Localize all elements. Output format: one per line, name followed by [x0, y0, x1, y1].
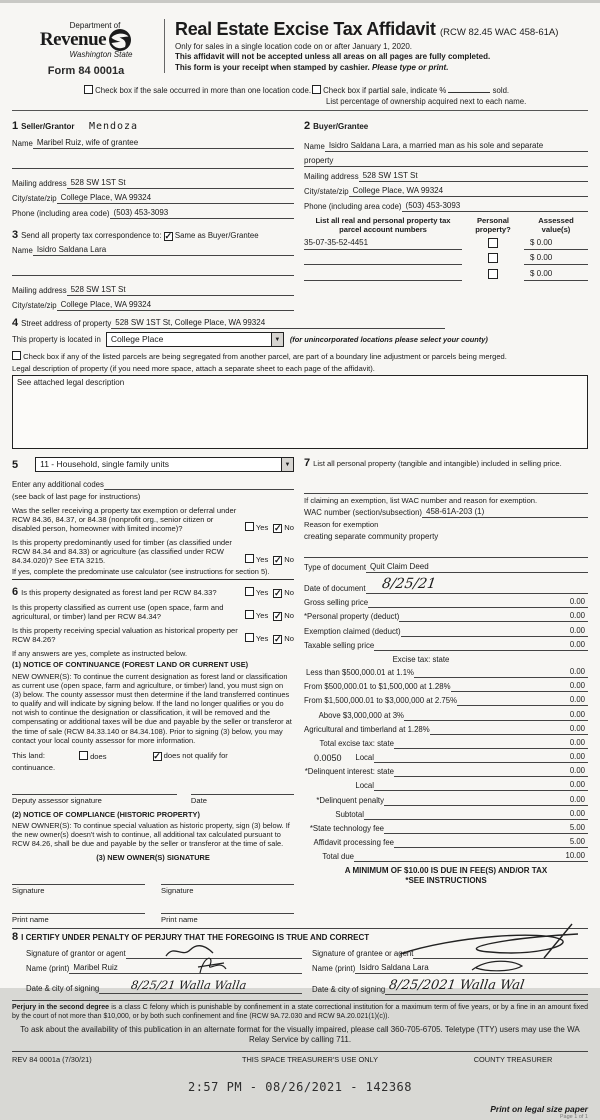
timber-question: Is this property predominantly used for timber (as classified under RCW 84.34 and 84.33) or agriculture (as classified under RCW 84.34.020)? See ETA 3215. [12, 538, 232, 565]
parcel-number-field[interactable]: 35-07-35-52-4451 [304, 238, 462, 250]
chevron-down-icon[interactable]: ▼ [271, 333, 283, 346]
no-checkbox[interactable]: ✓ [274, 523, 282, 533]
current-use-question: Is this property classified as current use (open space, farm and agricultural, or timber) land per RCW 84.34? [12, 603, 224, 622]
alternate-format-note: To ask about the availability of this publication in an alternate format for the visually impaired, please call 360-705-6705. Teletype (TTY) users may use the WA Relay Service by calling 711. [20, 1024, 580, 1044]
seller-exemption-question: Was the seller receiving a property tax exemption or deferral under RCW 84.36, 84.37, or 84.38 (nonprofit org., senior citizen or disabled person, homeowner with limited income)? [12, 506, 237, 533]
correspondence-mailing-field[interactable]: 528 SW 1ST St [67, 285, 294, 296]
fee-value[interactable]: 0.00 [507, 780, 588, 791]
top-options: Check box if the sale occurred in more than one location code. Check box if partial sale, indicate % sold. List percentage of ownership acquired next to each name. [84, 85, 588, 106]
notice-compliance-text: NEW OWNER(S): To continue special valuation as historic property, sign (3) below. If the new owner(s) doesn't wish to continue, all additional tax calculated pursuant to RCW 84.26, shall be due and payable by the seller or transferor at the time of sale. [12, 821, 290, 849]
section3-header: 3 Send all property tax correspondence to: ✓ Same as Buyer/Grantee [12, 229, 259, 241]
assessed-value-field[interactable]: $ 0.00 [524, 253, 588, 265]
new-owner-signature-field[interactable] [12, 874, 145, 885]
does-not-checkbox[interactable]: ✓ [153, 750, 161, 761]
new-owner-print-name-field[interactable] [12, 903, 145, 914]
rcw-reference: (RCW 82.45 WAC 458-61A) [439, 27, 559, 38]
grantor-date-city-field[interactable]: 8/25/21 Walla Walla [99, 978, 302, 994]
new-owner-signature-field[interactable] [161, 874, 294, 885]
seller-name2-field[interactable] [12, 158, 294, 169]
fee-value[interactable]: 0.00 [507, 809, 588, 820]
personal-property-checkbox[interactable] [488, 269, 498, 279]
county-dropdown[interactable]: College Place ▼ [106, 332, 284, 347]
personal-property-lead: List all personal property (tangible and intangible) included in selling price. [313, 459, 562, 468]
if-yes-note: If yes, complete the predominate use calculator (see instructions for section 5). [12, 567, 294, 580]
fee-value[interactable]: 0.00 [507, 752, 588, 763]
partial-sale-checkbox[interactable] [312, 85, 321, 94]
segregated-label: Check box if any of the listed parcels are being segregated from another parcel, are part of a boundary line adjustment or parcels being merged. [23, 352, 507, 361]
yes-checkbox[interactable] [245, 522, 254, 531]
assessed-value-field[interactable]: $ 0.00 [524, 269, 588, 281]
document-type-field[interactable]: Quit Claim Deed [366, 562, 588, 573]
no-checkbox[interactable]: ✓ [274, 611, 282, 622]
land-use-code-dropdown[interactable]: 11 - Household, single family units ▼ [35, 457, 294, 472]
yes-checkbox[interactable] [245, 554, 254, 563]
parcel-number-field[interactable] [304, 269, 462, 281]
buyer-phone-field[interactable]: (503) 453-3093 [402, 201, 588, 212]
section1-header: 1 Seller/Grantor Mendoza [12, 120, 139, 132]
yes-checkbox[interactable] [245, 587, 254, 596]
seller-mailing-field[interactable]: 528 SW 1ST St [67, 178, 294, 189]
notice-continuance-title: (1) NOTICE OF CONTINUANCE (FOREST LAND OR CURRENT USE) [12, 660, 249, 670]
parcel-row [304, 253, 588, 265]
header-divider [164, 19, 165, 73]
affidavit-form-page: Department of Revenue Washington State Form 84 0001a Real Estate Excise Tax Affidavit (RCW 82.45 WAC 458-61A) Only for sales in a single location code on or after January 1, 2020. This affidavit will not be accepted unless all areas on all pages are fully completed. This form is your receipt when stamped by cashier. Please type or print. Check box if the sale occurred in more than one location code. Check box if partial sale, indicate % sold. List percentage of ownership acquired next to each name. 1 Seller/Grantor Mendoza Name Maribel Ruiz, wife of grantee Mailing address 528 SW 1ST St City/state/zip College Place, WA 99324 Phone (including area code) (503) 453-3093 3 Send all property tax correspondence to: ✓ Same as Buyer/Grantee Name Isidro Saldana Lara Mailing address 528 SW 1ST St City/state/zip College Place, WA 99324 2 Buyer/Grantee Name Isidro Saldana Lara, a married man as his sole and separate property Mailing address 528 SW 1ST St City/state/zip College Place, WA 99324 Phone (including area code) (503) 453-3093 List all real and personal property tax parcel account numbers Personal property? Assessed value(s) 35-07-35-52-4451 $ 0.00 $ 0.00 $ 0.00 4 Street address of property 528 SW 1ST St, College Place, WA 99324 This property is located in College Place ▼ (for unincorporated locations please select your county) Check box if any of the listed parcels are being segregated from another parcel, are part of a boundary line adjustment or parcels being merged. Legal description of property (if you need more space, attach a separate sheet to each page of the affidavit). See attached legal description 5 11 - Household, single family units ▼ Enter any additional codes (see back of last page for instructions) Was the seller receiving a property tax exemption or deferral under RCW 84.36, 84.37, or 84.38 (nonprofit org., senior citizen or disabled person, homeowner with limited income)? Yes ✓ No Is this property predominantly used for timber (as classified under RCW 84.34 and 84.33) or agriculture (as classified under RCW 84.34.020)? See ETA 3215. Yes ✓ No If yes, complete the predominate use calculator (see instructions for section 5). 6 Is this property designated as forest land per RCW 84.33? Yes ✓ No Is this property classified as current use (open space, farm and agricultural, or timber) land per RCW 84.34? Yes ✓ No Is this property receiving special valuation as historical property per RCW 84.26? Yes ✓ No If any answers are yes, complete as instructed below. (1) NOTICE OF CONTINUANCE (FOREST LAND OR CURRENT USE) NEW OWNER(S): To continue the current designation as forest land or classification as current use (open space, farm and agriculture, or timber) land, you must sign on (3) below. The county assessor must then determine if the land transferred continues to qualify and will indicate by signing below. If the land no longer qualifies or you do not wish to continue the designation or classification, it will be removed and the compensating or additional taxes will be due and payable by the seller or transferor at the time of sale (RCW 84.33.140 or 84.34.108). Prior to signing (3) below, you may contact your local county assessor for more information. This land: does ✓ does not qualify for continuance. Deputy assessor signature Date (2) NOTICE OF COMPLIANCE (HISTORIC PROPERTY) NEW OWNER(S): To continue special valuation as historic property, sign (3) below. If the new owner(s) doesn't wish to continue, all additional tax calculated pursuant to RCW 84.26, shall be due and payable by the seller or transferor at the time of sale. (3) NEW OWNER(S) SIGNATURE Signature Signature Print name Print name 7 List all personal property (tangible and intangible) included in selling price. If claiming an exemption, list WAC number and reason for exemption. WAC number (section/subsection) 458-61A-203 (1) Reason for exemption creating separate community property Type of document Quit Claim Deed Date of document 8/25/21 Gross selling price 0.00 *Personal property (deduct) 0.00 Exemption claimed (deduct) 0.00 Taxable selling price 0.00 Excise tax: state Less than $500,000.01 at 1.1% 0.00 From $500,000.01 to $1,500,000 at 1.28% 0.00 From $1,500,000.01 to $3,000,000 at 2.75% 0.00 Above $3,000,000 at 3% 0.00 Agricultural and timberland at 1.28% 0.00 Total excise tax: state 0.00 0.0050 Local 0.00 *Delinquent interest: state 0.00 Local 0.00 *Delinquent penalty 0.00 Subtotal 0.00 *State technology fee 5.00 Affidavit processing fee 5.00 Total due 10.00 A MINIMUM OF $10.00 IS DUE IN FEE(S) AND/OR TAX *SEE INSTRUCTIONS 8 I CERTIFY UNDER PENALTY OF PERJURY THAT THE FOREGOING IS TRUE AND CORRECT Signature of grantor or agent Name (print) Maribel Ruiz Date & city of signing 8/25/21 Walla Walla Signature of grantee or agent Name (print) Isidro Saldana Lara Date & city of signing 8/25/2021 Walla Wal Perjury in the second degree is a class C felony which is punishable by confinement in a state correctional institution for a maximum term of five years, or by a fine in an amount fixed by the court of not more than $10,000, or by both such confinement and fine (RCW 9A.72.030 and RCW 9A.20.021(1)(c)). To ask about the availability of this publication in an alternate format for the visually impaired, please call 360-705-6705. Teletype (TTY) users may use the WA Relay Service by calling 711. REV 84 0001a (7/30/21) THIS SPACE TREASURER'S USE ONLY COUNTY TREASURER 2:57 PM - 08/26/2021 - 142368 Print on legal size paper Page 1 of 1 [0, 0, 600, 988]
grantee-date-city-field[interactable]: 8/25/2021 Walla Wal [385, 978, 588, 995]
fee-value[interactable]: 0.00 [507, 681, 588, 692]
fee-value[interactable]: 0.00 [507, 597, 588, 608]
segregated-checkbox[interactable] [12, 351, 21, 360]
if-any-note: If any answers are yes, complete as instructed below. [12, 649, 187, 659]
fee-value[interactable]: 0.00 [507, 667, 588, 678]
parcel-row [304, 238, 588, 250]
personal-property-checkbox[interactable] [488, 238, 498, 248]
partial-sale-percent-field[interactable] [448, 85, 490, 93]
page-number: Page 1 of 1 [559, 1113, 588, 1120]
fee-value[interactable]: 0.00 [507, 626, 588, 637]
exemption-lead: If claiming an exemption, list WAC number and reason for exemption. [304, 496, 538, 505]
fee-value[interactable]: 0.00 [507, 640, 588, 651]
dept-of-label: Department of [69, 21, 121, 30]
ownership-percentage-note: List percentage of ownership acquired next to each name. [326, 97, 527, 106]
additional-codes-field[interactable] [104, 479, 294, 490]
multiple-location-label: Check box if the sale occurred in more than one location code. [95, 86, 312, 95]
fee-value[interactable]: 5.00 [507, 837, 588, 848]
revenue-wordmark: Revenue [39, 29, 107, 50]
notice-continuance-text: NEW OWNER(S): To continue the current designation as forest land or classification as current use (open space, farm and agriculture, or timber) land, you must sign on (3) below. The county assessor must then determine if the land transferred continues to qualify and will indicate by signing below. If the land no longer qualifies or you do not wish to continue the designation or classification, it will be removed and the compensating or additional taxes will be due and payable by the seller or transferor at the time of sale (RCW 84.33.140 or 84.34.108). Prior to signing (3) below, you may contact your local county assessor for more information. [12, 671, 292, 745]
rev-form-id: REV 84 0001a (7/30/21) [12, 1054, 92, 1064]
forest-land-question: 6 Is this property designated as forest land per RCW 84.33? [12, 586, 217, 599]
section2-header: 2 Buyer/Grantee [304, 120, 369, 132]
fee-value[interactable]: 0.00 [507, 795, 588, 806]
section-divider [12, 110, 588, 111]
fee-value[interactable]: 5.00 [507, 823, 588, 834]
yes-checkbox[interactable] [245, 610, 254, 619]
buyer-city-field[interactable]: College Place, WA 99324 [349, 186, 588, 197]
washington-state-label: Washington State [69, 50, 133, 59]
treasurer-use-label: THIS SPACE TREASURER'S USE ONLY [241, 1054, 379, 1064]
footer-row [12, 1055, 588, 1064]
dor-logo [12, 17, 160, 77]
yes-checkbox[interactable] [245, 633, 254, 642]
section8-header: 8 I CERTIFY UNDER PENALTY OF PERJURY THAT THE FOREGOING IS TRUE AND CORRECT [12, 930, 370, 943]
grantor-signature-field[interactable] [126, 948, 302, 959]
exemption-reason-value[interactable]: creating separate community property [304, 532, 439, 541]
legal-description-label: Legal description of property (if you need more space, attach a separate sheet to each page of the affidavit). [12, 364, 375, 373]
deputy-signature-field[interactable] [12, 784, 177, 795]
county-treasurer-label: COUNTY TREASURER [473, 1054, 553, 1064]
perjury-statement: Perjury in the second degree is a class C felony which is punishable by confinement in a state correctional institution for a maximum term of five years, or by a fine in an amount fixed by the court of not more than $10,000, or by both such confinement and fine (RCW 9A.72.030 and RCW 9A.20.021(1)(c)). [12, 1003, 588, 1020]
header-note-3: This form is your receipt when stamped by cashier. Please type or print. [175, 62, 449, 72]
historic-property-question: Is this property receiving special valuation as historical property per RCW 84.26? [12, 626, 238, 645]
fee-value[interactable]: 0.00 [507, 695, 588, 706]
grantee-signature-field[interactable] [413, 948, 588, 959]
does-checkbox[interactable] [79, 751, 88, 760]
new-owner-print-name-field[interactable] [161, 903, 294, 914]
partial-sale-label: Check box if partial sale, indicate % [323, 86, 447, 95]
cashier-stamp: 2:57 PM - 08/26/2021 - 142368 [187, 1079, 412, 1094]
parcel-row [304, 269, 588, 281]
fee-value[interactable]: 10.00 [507, 851, 588, 862]
fee-value[interactable]: 0.00 [507, 766, 588, 777]
correspondence-city-field[interactable]: College Place, WA 99324 [57, 300, 294, 311]
header-note-1: Only for sales in a single location code on or after January 1, 2020. [175, 41, 413, 51]
header-note-2: This affidavit will not be accepted unless all areas on all pages are fully completed. [175, 52, 491, 61]
legal-description-box[interactable]: See attached legal description [12, 375, 588, 449]
wac-number-field[interactable]: 458-61A-203 (1) [422, 507, 588, 518]
parcel-number-field[interactable] [304, 253, 462, 265]
new-owners-signature-title: (3) NEW OWNER(S) SIGNATURE [96, 852, 210, 862]
see-instructions-note: *SEE INSTRUCTIONS [405, 876, 487, 886]
revenue-swirl-icon [108, 28, 132, 52]
buyer-mailing-field[interactable]: 528 SW 1ST St [359, 171, 588, 182]
document-date-field[interactable]: 8/25/21 [366, 576, 588, 594]
county-note: (for unincorporated locations please select your county) [289, 335, 488, 344]
deputy-date-field[interactable] [191, 784, 294, 795]
grantor-print-name-field[interactable]: Maribel Ruiz [69, 963, 302, 974]
fee-value[interactable]: 0.00 [507, 710, 588, 721]
buyer-name2-field[interactable]: property [304, 156, 588, 167]
no-checkbox[interactable]: ✓ [274, 588, 282, 599]
fee-value[interactable]: 0.00 [507, 611, 588, 622]
excise-tax-state-heading: Excise tax: state [392, 654, 450, 664]
page-title: Real Estate Excise Tax Affidavit [175, 19, 436, 39]
minimum-due-note: A MINIMUM OF $10.00 IS DUE IN FEE(S) AND/OR TAX [344, 866, 548, 876]
street-address-field[interactable]: 528 SW 1ST St, College Place, WA 99324 [111, 318, 445, 329]
same-as-buyer-checkbox[interactable]: ✓ [164, 231, 173, 241]
personal-property-checkbox[interactable] [488, 253, 498, 263]
notice-compliance-title: (2) NOTICE OF COMPLIANCE (HISTORIC PROPERTY) [12, 809, 200, 819]
grantee-print-name-field[interactable]: Isidro Saldana Lara [355, 963, 588, 974]
no-checkbox[interactable]: ✓ [274, 634, 282, 645]
print-note: Print on legal size paper [490, 1103, 588, 1114]
form-header [12, 17, 588, 77]
form-number: Form 84 0001a [47, 65, 125, 77]
fee-value[interactable]: 0.00 [507, 738, 588, 749]
parcel-table-header: List all real and personal property tax parcel account numbers Personal property? Assessed value(s) [315, 216, 574, 234]
buyer-name-field[interactable]: Isidro Saldana Lara, a married man as his sole and separate [325, 141, 588, 152]
local-rate-value: 0.0050 [314, 753, 342, 764]
multiple-location-checkbox[interactable] [84, 85, 93, 94]
no-checkbox[interactable]: ✓ [274, 555, 282, 565]
seller-city-field[interactable]: College Place, WA 99324 [57, 193, 294, 204]
seller-name-field[interactable]: Maribel Ruiz, wife of grantee [33, 138, 294, 149]
seller-phone-field[interactable]: (503) 453-3093 [110, 208, 294, 219]
chevron-down-icon[interactable]: ▼ [281, 458, 293, 471]
correspondence-name2-field[interactable] [12, 265, 294, 276]
correspondence-name-field[interactable]: Isidro Saldana Lara [33, 245, 294, 256]
seller-stamp-name: Mendoza [88, 121, 139, 132]
fee-value[interactable]: 0.00 [507, 724, 588, 735]
assessed-value-field[interactable]: $ 0.00 [524, 238, 588, 250]
